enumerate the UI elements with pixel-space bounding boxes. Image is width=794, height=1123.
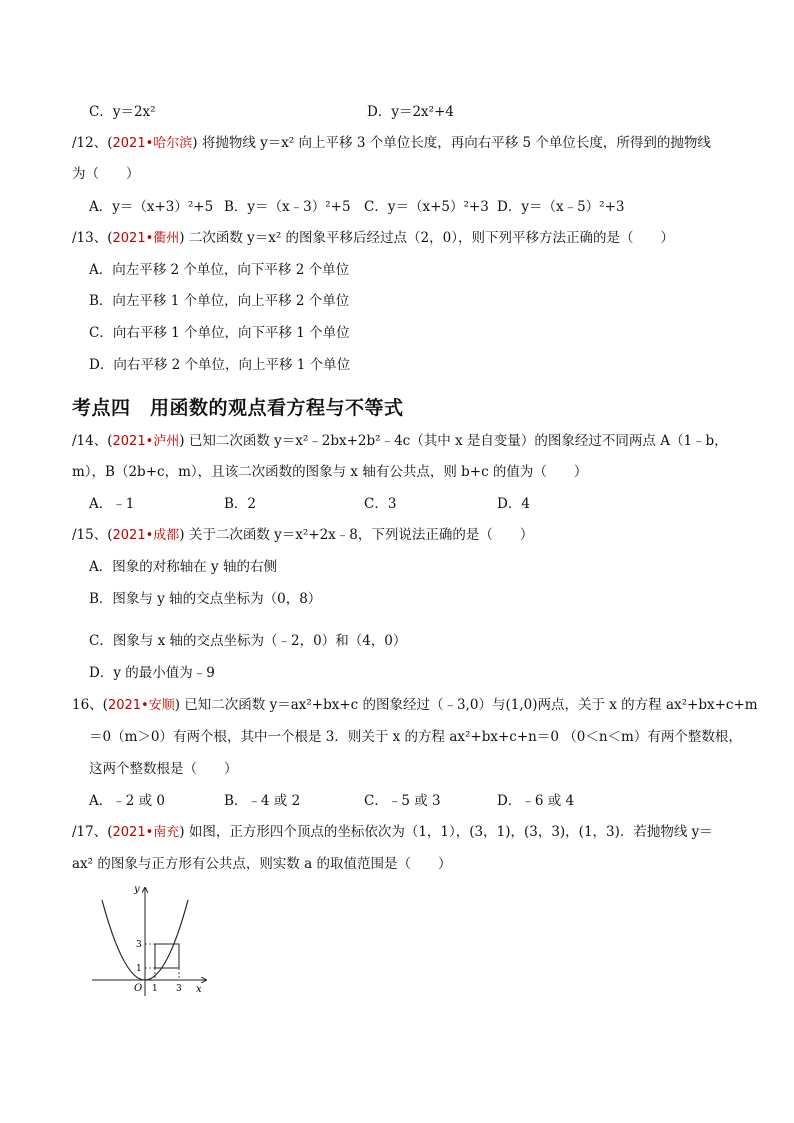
tick-label-x3: 3: [176, 984, 182, 994]
q17-number: /17、(: [72, 824, 113, 840]
q13-option-c: C．向右平移 1 个单位，向下平移 1 个单位: [89, 325, 350, 341]
q12-number: /12、(: [72, 135, 113, 151]
q11-option-c: C．y＝2x²: [89, 104, 156, 120]
q16-text-2: ＝0（m＞0）有两个根，其中一个根是 3．则关于 x 的方程 ax²+bx+c+n＝0 （0＜n＜m）有两个整数根，: [89, 729, 742, 745]
q16-text-3: 这两个整数根是（ ）: [89, 761, 238, 777]
q16-source: 2021•安顺: [107, 698, 175, 713]
q15-option-d: D．y 的最小值为﹣9: [89, 665, 215, 681]
q17-text-1: ) 如图，正方形四个顶点的坐标依次为（1，1），(3，1)，(3，3)，(1，3)．若抛物线 y＝: [179, 824, 713, 840]
q14-option-a: A．﹣1: [89, 496, 135, 512]
q12-option-c: C．y＝（x+5）²+3: [364, 199, 489, 215]
y-axis-label: y: [134, 884, 140, 895]
q12-source: 2021•哈尔滨: [112, 136, 193, 151]
q14-option-b: B．2: [224, 496, 257, 512]
tick-label-x1: 1: [152, 984, 158, 994]
q12-option-b: B．y＝（x﹣3）²+5: [224, 199, 351, 215]
q14-text-1: ) 已知二次函数 y＝x²﹣2bx+2b²﹣4c（其中 x 是自变量）的图象经过不同两点 A（1﹣b，: [179, 433, 728, 449]
q11-option-d: D．y＝2x²+4: [367, 104, 454, 120]
q17-stem: [72, 823, 713, 842]
q16-text-1: ) 已知二次函数 y＝ax²+bx+c 的图象经过（﹣3,0）与(1,0)两点，关于 x 的方程 ax²+bx+c+m: [174, 697, 758, 713]
q13-option-b: B．向左平移 1 个单位，向上平移 2 个单位: [89, 293, 350, 309]
q16-stem: [72, 696, 758, 715]
origin-label: O: [134, 983, 143, 994]
q13-text-1: ) 二次函数 y＝x² 的图象平移后经过点（2，0），则下列平移方法正确的是（ ）: [179, 230, 674, 246]
q14-option-d: D．4: [497, 496, 530, 512]
q16-number: 16、(: [72, 697, 108, 713]
q12-option-a: A．y＝（x+3）²+5: [89, 199, 214, 215]
q15-text-1: ) 关于二次函数 y＝x²+2x﹣8，下列说法正确的是（ ）: [179, 527, 534, 543]
q16-option-d: D．﹣6 或 4: [497, 793, 575, 809]
q15-number: /15、(: [72, 527, 113, 543]
q17-figure: [88, 880, 218, 1000]
q14-option-c: C．3: [364, 496, 397, 512]
q13-number: /13、(: [72, 230, 113, 246]
q13-option-a: A．向左平移 2 个单位，向下平移 2 个单位: [89, 262, 350, 278]
q12-stem: [72, 134, 711, 153]
tick-label-y1: 1: [136, 964, 142, 974]
q17-source: 2021•南充: [112, 825, 180, 840]
q16-option-c: C．﹣5 或 3: [364, 793, 441, 809]
q13-source: 2021•衢州: [112, 231, 180, 246]
square: [155, 944, 179, 968]
q13-stem: [72, 229, 674, 248]
section-heading: 考点四 用函数的观点看方程与不等式: [72, 397, 404, 419]
q15-option-c: C．图象与 x 轴的交点坐标为（﹣2，0）和（4，0）: [89, 633, 407, 649]
q15-option-b: B．图象与 y 轴的交点坐标为（0，8）: [89, 591, 322, 607]
q13-option-d: D．向右平移 2 个单位，向上平移 1 个单位: [89, 357, 351, 373]
tick-label-y3: 3: [136, 940, 142, 950]
q14-stem: [72, 432, 728, 451]
q12-text-2: 为（ ）: [72, 166, 140, 182]
q12-text-1: ) 将抛物线 y＝x² 向上平移 3 个单位长度，再向右平移 5 个单位长度，所得到的抛物线: [192, 135, 711, 151]
q14-text-2: m），B（2b+c，m），且该二次函数的图象与 x 轴有公共点，则 b+c 的值为（ ）: [72, 464, 588, 480]
q16-option-a: A．﹣2 或 0: [89, 793, 166, 809]
q15-source: 2021•成都: [112, 528, 180, 543]
q16-option-b: B．﹣4 或 2: [224, 793, 301, 809]
q15-option-a: A．图象的对称轴在 y 轴的右侧: [89, 559, 277, 575]
x-axis-label: x: [196, 984, 202, 995]
q14-source: 2021•泸州: [112, 434, 180, 449]
q12-option-d: D．y＝（x﹣5）²+3: [497, 199, 625, 215]
q17-text-2: ax² 的图象与正方形有公共点，则实数 a 的取值范围是（ ）: [72, 856, 452, 872]
q14-number: /14、(: [72, 433, 113, 449]
q15-stem: [72, 526, 533, 545]
